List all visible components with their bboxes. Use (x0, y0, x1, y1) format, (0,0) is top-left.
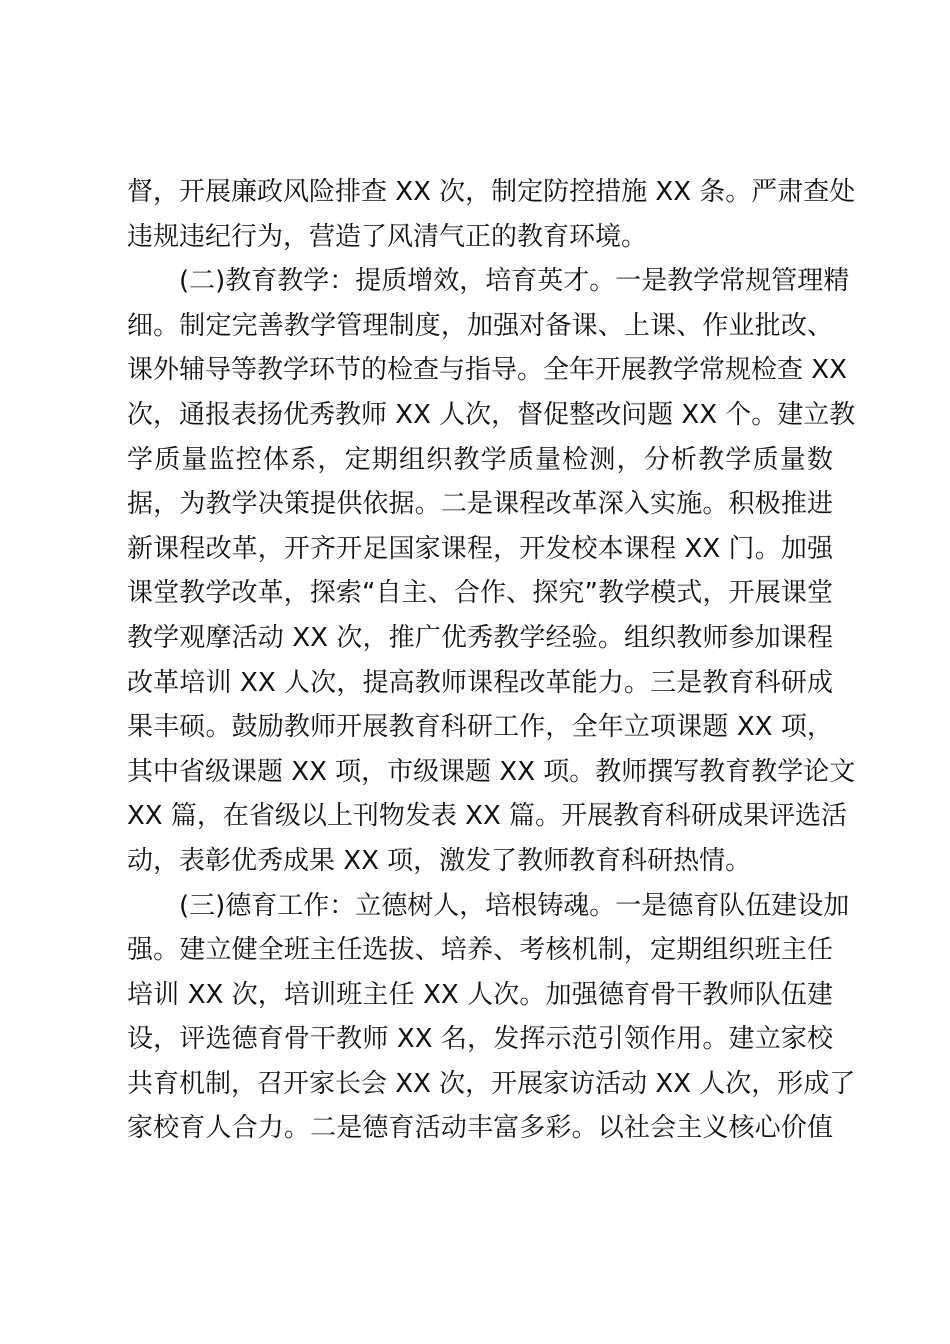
text-line: 学质量监控体系，定期组织教学质量检测，分析教学质量数 (127, 444, 833, 475)
text-line: 共育机制，召开家长会 XX 次，开展家访活动 XX 人次，形成了 (127, 1068, 856, 1099)
text-line: 果丰硕。鼓励教师开展教育科研工作，全年立项课题 XX 项， (127, 712, 833, 743)
text-line: 动，表彰优秀成果 XX 项，激发了教师教育科研热情。 (127, 845, 752, 876)
text-line: 督，开展廉政风险排查 XX 次，制定防控措施 XX 条。严肃查处 (127, 177, 856, 207)
text-line: 课堂教学改革，探索“自主、合作、探究”教学模式，开展课堂 (127, 578, 833, 609)
text-line: 细。制定完善教学管理制度，加强对备课、上课、作业批改、 (127, 310, 833, 341)
text-line: (三)德育工作：立德树人，培根铸魂。一是德育队伍建设加 (127, 890, 850, 921)
text-line: 课外辅导等教学环节的检查与指导。全年开展教学常规检查 XX (127, 355, 847, 386)
text-line: 其中省级课题 XX 项，市级课题 XX 项。教师撰写教育教学论文 (127, 756, 856, 787)
text-line: 设，评选德育骨干教师 XX 名，发挥示范引领作用。建立家校 (127, 1024, 833, 1055)
text-line: 违规违纪行为，营造了风清气正的教育环境。 (127, 221, 648, 252)
text-line: XX 篇，在省级以上刊物发表 XX 篇。开展教育科研成果评选活 (127, 801, 848, 832)
text-line: 据，为教学决策提供依据。二是课程改革深入实施。积极推进 (127, 489, 833, 520)
text-line: 家校育人合力。二是德育活动丰富多彩。以社会主义核心价值 (127, 1113, 833, 1144)
text-line: 培训 XX 次，培训班主任 XX 人次。加强德育骨干教师队伍建 (127, 979, 833, 1010)
text-line: 改革培训 XX 人次，提高教师课程改革能力。三是教育科研成 (127, 667, 833, 698)
text-line: 强。建立健全班主任选拔、培养、考核机制，定期组织班主任 (127, 935, 833, 966)
text-line: 次，通报表扬优秀教师 XX 人次，督促整改问题 XX 个。建立教 (127, 399, 856, 430)
text-line: 新课程改革，开齐开足国家课程，开发校本课程 XX 门。加强 (127, 533, 833, 564)
text-line: (二)教育教学：提质增效，培育英才。一是教学常规管理精 (127, 266, 850, 297)
text-line: 教学观摩活动 XX 次，推广优秀教学经验。组织教师参加课程 (127, 622, 833, 653)
body-text (127, 170, 856, 1151)
